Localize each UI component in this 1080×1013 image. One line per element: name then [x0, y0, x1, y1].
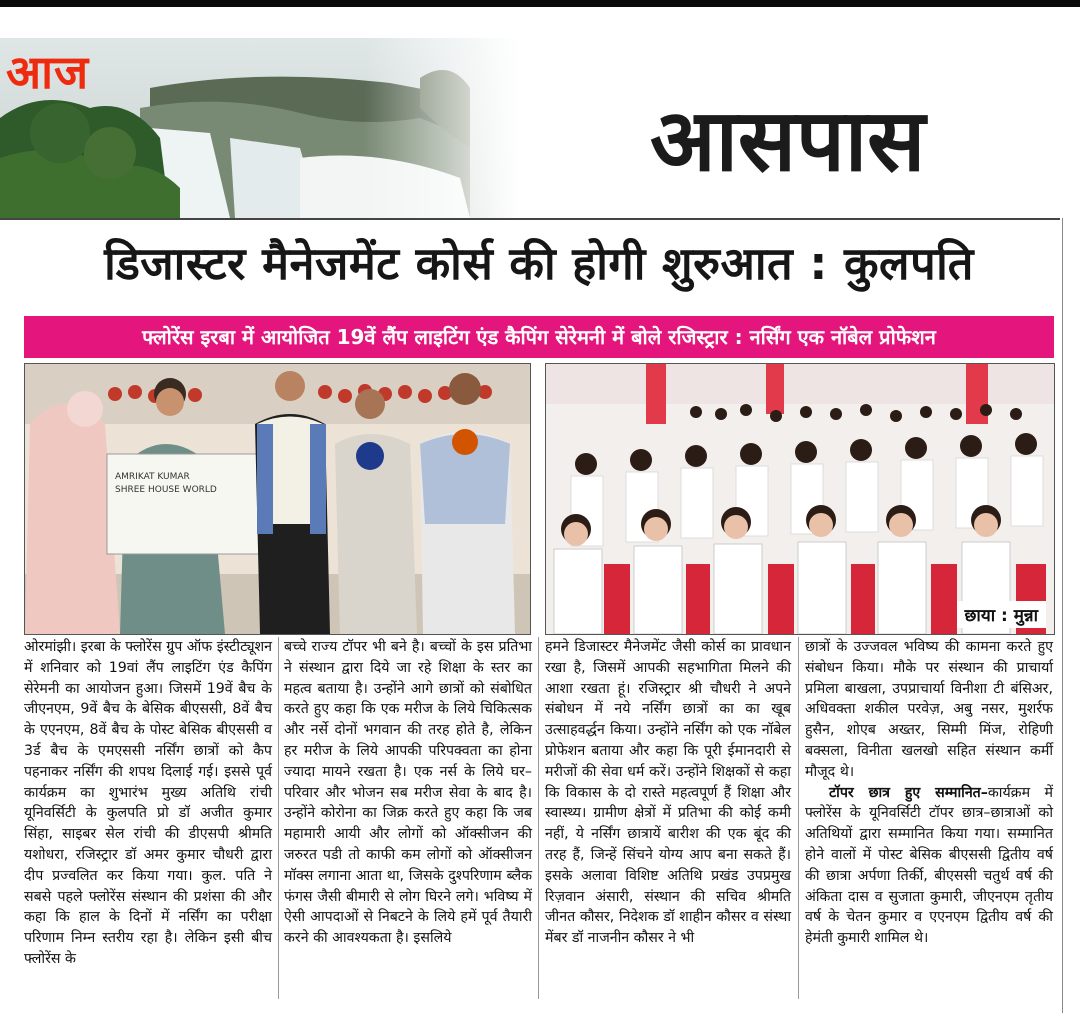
column-4-text: छात्रों के उज्जवल भविष्य की कामना करते हुए संबोधन किया। मौके पर संस्थान की प्राचार्या प्रमिला बाखला, उपप्राचार्या विनीशा टी बंसिअर, अधिवक्ता शकील परवेज़, अबु नसर, मुशर्रफ हुसैन, शोएब अख्तर, सिम्मी मिंज, रोहिणी बक्सला, विनीता खलखो सहित संस्थान कर्मी मौजूद थे। — [805, 639, 1053, 780]
photo-credit: छाया : मुन्ना — [957, 601, 1046, 628]
article-headline: डिजास्टर मैनेजमेंट कोर्स की होगी शुरुआत : कुलपति — [104, 237, 974, 290]
page-edge-rule — [1062, 218, 1063, 1013]
column-2-text: बच्चे राज्य टॉपर भी बने है। बच्चों के इस प्रतिभा ने संस्थान द्वारा दिये जा रहे शिक्षा के स्तर का महत्व बताया है। उन्होंने आगे छात्रों को संबोधित करते हुए कहा कि एक मरीज के लिये चिकित्सक और नर्से दोनों भगवान की तरह होते है, लेकिन हर मरीज के लिये आपकी परिपक्वता का होना ज्यादा मायने रखता है। एक नर्स के लिये घर–परिवार और भोजन सब मरीज सेवा के बाद है। उन्होंने कोरोना का जिक्र करते हुए कहा कि जब महामारी आयी और लोगों को ऑक्सीजन की जरुरत पडी तो काफी कम लोगों को ऑक्सीजन मॉक्स लगाना आता था, जिसके दुश्परिणाम ब्लैक फंगस जैसी बीमारी से लोग घिरने लगे। भविष्य में ऐसी आपदाओं से निबटने के लिये हमें पूर्व तैयारी करने की आवश्यकता है। इसलिये — [284, 639, 532, 947]
nurses-oath-photo — [545, 363, 1055, 635]
article-column-4 — [805, 637, 1053, 949]
nurses-crowd-illustration — [546, 364, 1054, 634]
award-ceremony-photo — [24, 363, 531, 635]
svg-text:AMRIKAT KUMAR: AMRIKAT KUMAR — [115, 472, 190, 482]
svg-text:SHREE HOUSE WORLD: SHREE HOUSE WORLD — [115, 485, 217, 495]
section-title: आसपास — [650, 90, 926, 191]
article-column-3 — [545, 637, 791, 949]
top-border — [0, 0, 1080, 7]
award-ceremony-illustration — [25, 364, 530, 634]
newspaper-logo: आज — [6, 45, 90, 99]
column-1-text: ओरमांझी। इरबा के फ्लोरेंस ग्रुप ऑफ इंस्टीट्यूशन में शनिवार को 19वां लैंप लाइटिंग एंड कैपिंग सेरेमनी का आयोजन हुआ। जिसमें 19वें बैच के जीएनएम, 9वें बैच के बेसिक बीएससी, 8वें बैच के एएनएम, 8वें बैच के पोस्ट बेसिक बीएससी व 3र्ड बैच के एमएससी नर्सिंग छात्रों को कैप पहनाकर नर्सिंग की शपथ दिलाई गई। इससे पूर्व कार्यक्रम का शुभारंभ मुख्य अतिथि रांची यूनिवर्सिटी के कुलपति प्रो डॉ अजीत कुमार सिंहा, साइबर सेल रांची की डीएसपी श्रीमति यशोधरा, रजिस्ट्रार डॉ अमर कुमार चौधरी द्वारा दीप प्रज्वलित कर किया गया। कुल. पति ने सबसे पहले फ्लोरेंस संस्थान की प्रशंसा की और कहा कि हाल के दिनों में नर्सिंग का परीक्षा परिणाम निम्न स्तरीय रहा है। लेकिन इसी बीच फ्लोरेंस के — [24, 639, 272, 967]
column-4-continuation — [805, 783, 1053, 949]
column-divider — [278, 637, 279, 999]
article-subheadline: फ्लोरेंस इरबा में आयोजित 19वें लैंप लाइटिंग एंड कैपिंग सेरेमनी में बोले रजिस्ट्रार : नर्सिंग एक नॉबेल प्रोफेशन — [24, 316, 1054, 358]
article-column-1 — [24, 637, 272, 970]
honours-subheading: टॉपर छात्र हुए सम्मानित– — [829, 784, 988, 801]
column-3-text: हमने डिजास्टर मैनेजमेंट जैसी कोर्स का प्रावधान रखा है, जिसमें आपकी सहभागिता मिलने की आशा रखता हूं। रजिस्ट्रार श्री चौधरी ने अपने संबोधन में नये नर्सिंग छात्रों का का खूब उत्साहवर्द्धन किया। उन्होंने नर्सिंग को एक नॉबेल प्रोफेशन बताया और कहा कि पूरी ईमानदारी से मरीजों की सेवा धर्म करें। उन्होंने शिक्षकों से कहा कि विकास के दो रास्ते महत्वपूर्ण हैं शिक्षा और स्वास्थ्य। ग्रामीण क्षेत्रों में प्रतिभा की कोई कमी नहीं, ये नर्सिंग छात्रायें बारीश की एक बूंद की तरह हैं, जिन्हें सिंचने योग्य आप बना सकते हैं। इसके अलावा विशिष्ट अतिथि प्रखंड उपप्रमुख रिज़वान अंसारी, संस्थान की सचिव श्रीमति जीनत कौसर, निदेशक डॉ शाहीन कौसर व संस्था मेंबर डॉ नाजनीन कौसर ने भी — [545, 639, 791, 947]
masthead-banner — [0, 38, 1080, 218]
masthead-rule — [0, 218, 1060, 220]
column-divider — [538, 637, 539, 999]
column-divider — [798, 637, 799, 999]
honours-text: कार्यक्रम में फ्लोरेंस के यूनिवर्सिटी टॉपर छात्र–छात्राओं को अतिथियों द्वारा सम्मानित किया गया। सम्मानित होने वालों में पोस्ट बेसिक बीएससी द्वितीय वर्ष की छात्रा अर्पणा तिर्की, बीएससी चतुर्थ वर्ष की अंकिता दास व सुजाता कुमारी, जीएनएम तृतीय वर्ष के चेतन कुमार व एएनएम द्वितीय वर्ष की हेमंती कुमारी शामिल थे। — [805, 784, 1053, 947]
article-column-2 — [284, 637, 532, 949]
